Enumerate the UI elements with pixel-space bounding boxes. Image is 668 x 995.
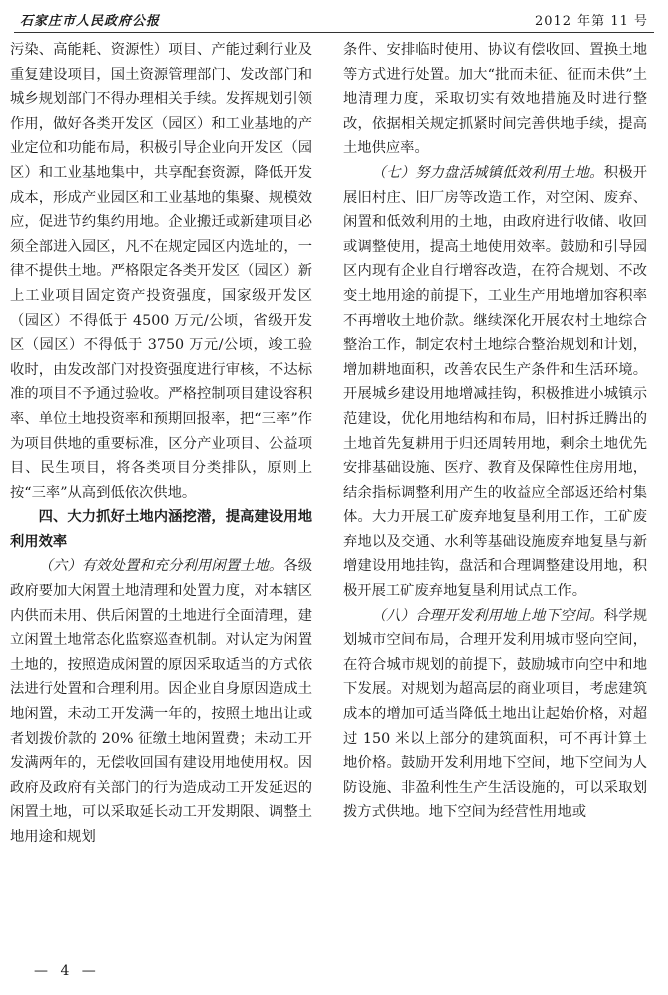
paragraph-continued: 污染、高能耗、资源性）项目、产能过剩行业及重复建设项目，国土资源管理部门、发改部门和城乡规划部门不得办理相关手续。发挥规划引领作用，做好各类开发区（园区）和工业基地的产业定位和功能布局，积极引导企业向开发区（园区）和工业基地集中，共享配套资源，降低开发成本，形成产业园区和工业基地的集聚、规模效应，促进节约集约用地。企业搬迁或新建项目必须全部进入园区，凡不在规定园区内选址的，一律不提供土地。严格限定各类开发区（园区）新上工业项目固定资产投资强度，国家级开发区（园区）不得低于 4500 万元/公顷，省级开发区（园区）不得低于 3750 万元/公顷，竣工验收时，由发改部门对投资强度进行审核，不达标准的项目不予通过验收。严格控制项目建设容积率、单位土地投资率和预期回报率，把“三率”作为项目供地的重要标准，区分产业项目、公益项目、民生项目，将各类项目分类排队，原则上按“三率”从高到低依次供地。	[10, 42, 312, 501]
paragraph-sub7	[343, 161, 647, 604]
subsection-text-8: 科学规划城市空间布局，合理开发利用城市竖向空间，在符合城市规划的前提下，鼓励城市向空中和地下发展。对规划为超高层的商业项目，考虑建筑成本的增加可适当降低土地出让起始价格，对超过 150 米以上部分的建筑面积，可不再计算土地价格。鼓励开发利用地下空间，地下空间为人防设施、非盈利性生产生活设施的，可以采取划拨方式供地。地下空间为经营性用地或	[343, 607, 647, 821]
publication-title: 石家庄市人民政府公报	[20, 14, 161, 29]
right-column	[343, 38, 647, 958]
page-header	[14, 6, 654, 33]
paragraph-sub8	[343, 604, 647, 825]
page-number: — 4 —	[34, 963, 100, 979]
paragraph-continued-right: 条件、安排临时使用、协议有偿收回、置换土地等方式进行处置。加大“批而未征、征而未供”土地清理力度，采取切实有效地措施及时进行整改，依据相关规定抓紧时间完善供地手续，提高土地供应率。	[343, 42, 647, 157]
subsection-title-7: （七）努力盘活城镇低效利用土地。	[371, 164, 604, 181]
section-heading: 四、大力抓好土地内涵挖潜，提高建设用地利用效率	[10, 509, 312, 550]
left-column	[10, 38, 312, 958]
subsection-text-6: 各级政府要加大闲置土地清理和处置力度，对本辖区内供而未用、供后闲置的土地进行全面清理，建立闲置土地常态化监察巡查机制。对认定为闲置土地的，按照造成闲置的原因采取适当的方式依法进行处置和合理利用。因企业自身原因造成土地闲置，未动工开发满一年的，按照土地出让或者划拨价款的 20% 征缴土地闲置费；未动工开发满两年的，无偿收回国有建设用地使用权。因政府及政府有关部门的行为造成动工开发延迟的闲置土地，可以采取延长动工开发期限、调整土地用途和规划	[10, 558, 312, 845]
subsection-text-7: 积极开展旧村庄、旧厂房等改造工作，对空闲、废弃、闲置和低效利用的土地，由政府进行收储、收回或调整使用，提高土地使用效率。鼓励和引导园区内现有企业自行增容改造，在符合规划、不改变土地用途的前提下，工业生产用地增加容积率不再增收土地价款。继续深化开展农村土地综合整治工作，制定农村土地综合整治规划和计划，增加耕地面积，改善农民生产条件和生活环境。开展城乡建设用地增减挂钩，积极推进小城镇示范建设，优化用地结构和布局，旧村拆迁腾出的土地首先复耕用于归还周转用地，剩余土地优先安排基础设施、医疗、教育及保障性住房用地，结余指标调整利用产生的收益应全部返还给村集体。大力开展工矿废弃地复垦利用工作，工矿废弃地以及交通、水利等基础设施废弃地复垦与新增建设用地挂钩，盘活和合理调整建设用地，积极开展工矿废弃地复垦利用试点工作。	[343, 164, 647, 600]
paragraph-sub6	[10, 554, 312, 849]
issue-number: 2012 年第 11 号	[534, 14, 648, 29]
subsection-title-6: （六）有效处置和充分利用闲置土地。	[38, 558, 284, 575]
subsection-title-8: （八）合理开发利用地上地下空间。	[371, 607, 604, 624]
